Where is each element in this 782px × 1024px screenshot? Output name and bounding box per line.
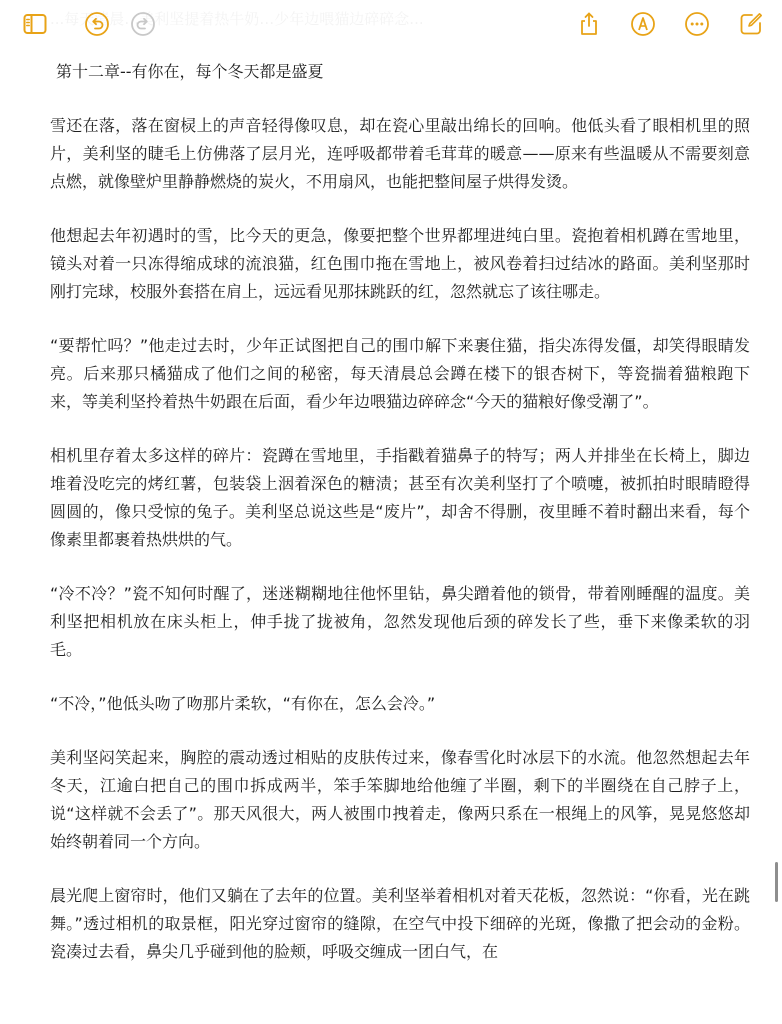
paragraph-6: “不冷，”他低头吻了吻那片柔软，“有你在，怎么会冷。”: [50, 694, 436, 713]
note-body[interactable]: [50, 58, 750, 992]
share-icon[interactable]: [576, 11, 602, 37]
notes-toolbar: [0, 0, 782, 48]
scrollbar-thumb[interactable]: [775, 862, 778, 902]
more-icon[interactable]: [684, 11, 710, 37]
sidebar-icon[interactable]: [22, 11, 48, 37]
paragraph-3: “要帮忙吗？”他走过去时，少年正试图把自己的围巾解下来裹住猫，指尖冻得发僵，却笑得眼睛发亮。后来那只橘猫成了他们之间的秘密，每天清晨总会蹲在楼下的银杏树下，等瓷揣着猫粮跑下来，等美利坚拎着热牛奶跟在后面，看少年边喂猫边碎碎念“今天的猫粮好像受潮了”。: [50, 336, 750, 411]
compose-icon[interactable]: [738, 11, 764, 37]
paragraph-8: 晨光爬上窗帘时，他们又躺在了去年的位置。美利坚举着相机对着天花板，忽然说：“你看，光在跳舞。”透过相机的取景框，阳光穿过窗帘的缝隙，在空气中投下细碎的光斑，像撒了把会动的金粉。瓷凑过去看，鼻尖几乎碰到他的脸颊，呼吸交缠成一团白气，在: [50, 886, 750, 961]
paragraph-7: 美利坚闷笑起来，胸腔的震动透过相贴的皮肤传过来，像春雪化时冰层下的水流。他忽然想起去年冬天，江逾白把自己的围巾拆成两半，笨手笨脚地给他缠了半圈，剩下的半圈绕在自己脖子上，说“这样就不会丢了”。那天风很大，两人被围巾拽着走，像两只系在一根绳上的风筝，晃晃悠悠却始终朝着同一个方向。: [50, 748, 750, 851]
paragraph-5: “冷不冷？”瓷不知何时醒了，迷迷糊糊地往他怀里钻，鼻尖蹭着他的锁骨，带着刚睡醒的温度。美利坚把相机放在床头柜上，伸手拢了拢被角，忽然发现他后颈的碎发长了些，垂下来像柔软的羽毛。: [50, 584, 750, 659]
undo-icon[interactable]: [84, 11, 110, 37]
markup-icon[interactable]: [630, 11, 656, 37]
paragraph-1: 雪还在落，落在窗棂上的声音轻得像叹息，却在瓷心里敲出绵长的回响。他低头看了眼相机里的照片，美利坚的睫毛上仿佛落了层月光，连呼吸都带着毛茸茸的暖意——原来有些温暖从不需要刻意点燃，就像壁炉里静静燃烧的炭火，不用扇风，也能把整间屋子烘得发烫。: [50, 116, 750, 191]
paragraph-2: 他想起去年初遇时的雪，比今天的更急，像要把整个世界都埋进纯白里。瓷抱着相机蹲在雪地里，镜头对着一只冻得缩成球的流浪猫，红色围巾拖在雪地上，被风卷着扫过结冰的路面。美利坚那时刚打完球，校服外套搭在肩上，远远看见那抹跳跃的红，忽然就忘了该往哪走。: [50, 226, 750, 301]
redo-icon[interactable]: [130, 11, 156, 37]
paragraph-4: 相机里存着太多这样的碎片：瓷蹲在雪地里，手指戳着猫鼻子的特写；两人并排坐在长椅上，脚边堆着没吃完的烤红薯，包装袋上洇着深色的糖渍；甚至有次美利坚打了个喷嚏，被抓拍时眼睛瞪得圆圆的，像只受惊的兔子。美利坚总说这些是“废片”，却舍不得删，夜里睡不着时翻出来看，每个像素里都裹着热烘烘的气。: [50, 446, 750, 549]
chapter-title: 第十二章--有你在，每个冬天都是盛夏: [56, 62, 324, 81]
